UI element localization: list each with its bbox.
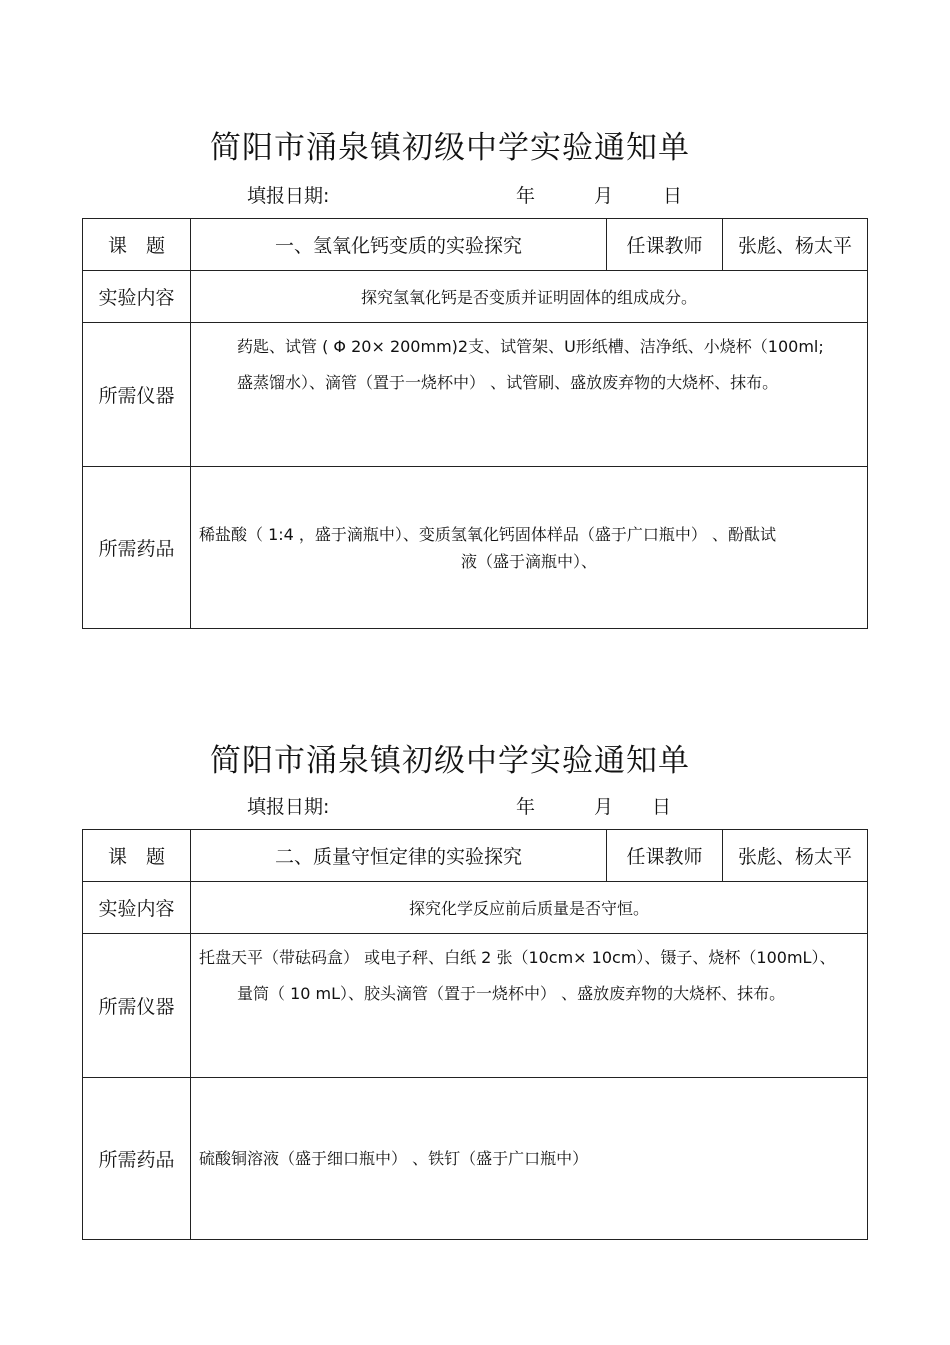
form-title: 简阳市涌泉镇初级中学实验通知单 [210,743,690,779]
teacher-value: 张彪、杨太平 [723,830,868,882]
instruments-value [191,934,868,1078]
instruments-line-1: 托盘天平（带砝码盒） 或电子秤、白纸 2 张（10cm× 10cm）、镊子、烧杯（100mL）、 [199,948,836,967]
date-label: 填报日期: [247,185,330,207]
teacher-label: 任课教师 [607,830,723,882]
topic-value: 二、质量守恒定律的实验探究 [191,830,607,882]
date-label: 填报日期: [247,796,330,818]
instruments-line-2: 量筒（ 10 mL）、胶头滴管（置于一烧杯中） 、盛放废弃物的大烧杯、抹布。 [237,984,786,1003]
month-label: 月 [594,796,614,818]
teacher-label: 任课教师 [607,219,723,271]
instruments-line-2: 盛蒸馏水）、滴管（置于一烧杯中） 、试管刷、盛放废弃物的大烧杯、抹布。 [237,373,779,392]
instruments-line-1: 药匙、试管 ( Φ 20× 200mm)2支、试管架、U形纸槽、洁净纸、小烧杯（100ml; [237,337,824,356]
topic-label: 课 题 [83,219,191,271]
year-label: 年 [516,185,536,207]
chemicals-value [191,467,868,629]
instruments-value [191,323,868,467]
content-label: 实验内容 [83,882,191,934]
day-label: 日 [652,796,672,818]
date-row [0,792,950,818]
chemicals-label: 所需药品 [83,1078,191,1240]
year-label: 年 [516,796,536,818]
chemicals-line-1: 硫酸铜溶液（盛于细口瓶中） 、铁钉（盛于广口瓶中） [199,1149,589,1168]
topic-value: 一、氢氧化钙变质的实验探究 [191,219,607,271]
content-label: 实验内容 [83,271,191,323]
content-value: 探究氢氧化钙是否变质并证明固体的组成成分。 [191,271,868,323]
notice-table [82,218,868,629]
form-title: 简阳市涌泉镇初级中学实验通知单 [210,130,690,166]
teacher-value: 张彪、杨太平 [723,219,868,271]
chemicals-line-1: 稀盐酸（ 1:4 ，盛于滴瓶中）、变质氢氧化钙固体样品（盛于广口瓶中） 、酚酞试 [199,524,777,544]
chemicals-label: 所需药品 [83,467,191,629]
day-label: 日 [663,185,683,207]
chemicals-line-2: 液（盛于滴瓶中）、 [460,551,597,571]
month-label: 月 [594,185,614,207]
notice-table [82,829,868,1240]
content-value: 探究化学反应前后质量是否守恒。 [191,882,868,934]
date-row [0,181,950,207]
chemicals-value [191,1078,868,1240]
instruments-label: 所需仪器 [83,323,191,467]
topic-label: 课 题 [83,830,191,882]
instruments-label: 所需仪器 [83,934,191,1078]
